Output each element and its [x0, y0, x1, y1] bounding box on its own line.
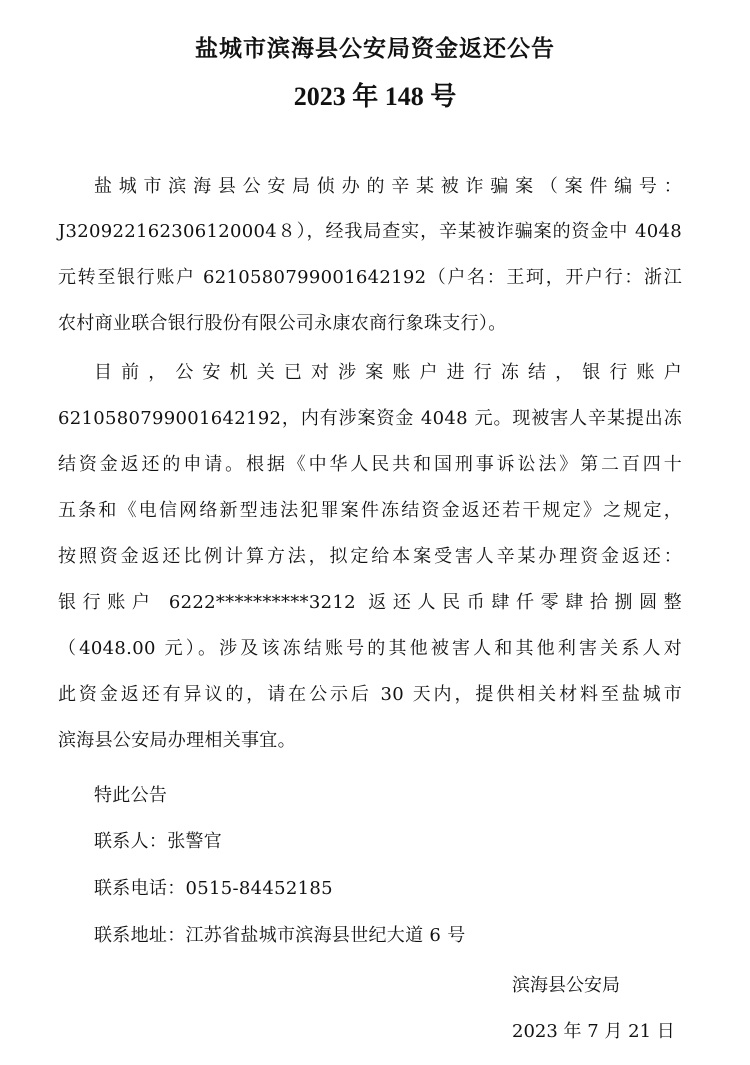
p2-line-7: （4048.00 元）。涉及该冻结账号的其他被害人和其他利害关系人对: [58, 638, 682, 659]
p2-line-6: 银行账户 6222**********3212 返还人民币肆仟零肆拾捌圆整: [58, 592, 682, 613]
p2-line-8: 此资金返还有异议的，请在公示后 30 天内，提供相关材料至盐城市: [58, 684, 682, 705]
contact-address: 联系地址：江苏省盐城市滨海县世纪大道 6 号: [94, 925, 466, 946]
p2-line-1: 目前，公安机关已对涉案账户进行冻结，银行账户: [94, 362, 682, 383]
contact-phone: 联系电话：0515-84452185: [94, 878, 333, 899]
p2-line-2: 6210580799001642192，内有涉案资金 4048 元。现被害人辛某提出冻: [58, 408, 682, 429]
contact-person: 联系人：张警官: [94, 831, 223, 852]
p2-line-9: 滨海县公安局办理相关事宜。: [58, 730, 296, 751]
p1-line-3: 元转至银行账户 6210580799001642192（户名：王珂，开户行：浙江: [58, 267, 682, 288]
p1-line-4: 农村商业联合银行股份有限公司永康农商行象珠支行）。: [58, 313, 507, 334]
notice-text: 特此公告: [94, 785, 168, 806]
document-number: 2023 年 148 号: [293, 82, 457, 111]
p2-line-3: 结资金返还的申请。根据《中华人民共和国刑事诉讼法》第二百四十: [58, 454, 682, 475]
p1-line-1: 盐城市滨海县公安局侦办的辛某被诈骗案（案件编号：: [94, 176, 682, 197]
issuer-signature: 滨海县公安局: [512, 975, 620, 996]
document-title: 盐城市滨海县公安局资金返还公告: [195, 36, 555, 62]
p2-line-4: 五条和《电信网络新型违法犯罪案件冻结资金返还若干规定》之规定，: [58, 500, 682, 521]
p1-line-2: J320922162306120004８），经我局查实，辛某被诈骗案的资金中 4048: [58, 221, 682, 242]
p2-line-5: 按照资金返还比例计算方法，拟定给本案受害人辛某办理资金返还：: [58, 546, 682, 567]
issue-date: 2023 年 7 月 21 日: [512, 1021, 675, 1042]
